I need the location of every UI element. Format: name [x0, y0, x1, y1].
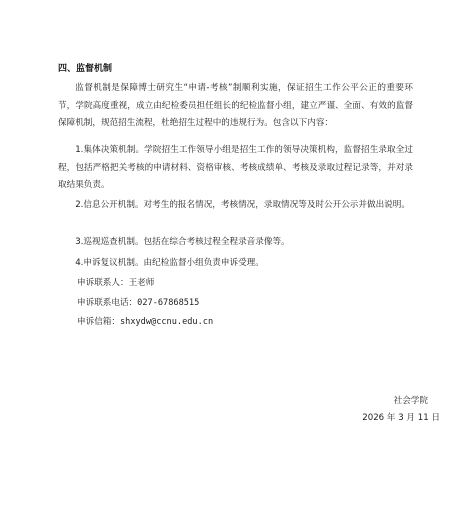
contact-person-value: 王老师: [128, 278, 155, 288]
contact-email-line: [77, 315, 213, 329]
item-appeal: 4.申诉复议机制。由纪检监督小组负责申诉受理。: [75, 258, 264, 268]
contact-person-label: 申诉联系人：: [77, 278, 129, 288]
item-information-disclosure: 2.信息公开机制。对考生的报名情况，考核情况，录取情况等及时公开公示并做出说明。: [75, 200, 410, 210]
section-heading: 四、监督机制: [58, 64, 113, 74]
item-collective-decision: 1.集体决策机制。学院招生工作领导小组是招生工作的领导决策机构，监督招生录取全过程，包括严格把关考核的申请材料、资格审核、考核成绩单、考核及录取过程记录等，并对录取结果负责。: [58, 145, 413, 190]
signature-organization: 社会学院: [393, 396, 428, 406]
intro-paragraph: 监督机制是保障博士研究生“申请-考核”制顺利实施，保证招生工作公平公正的重要环节，学院高度重视，成立由纪检委员担任组长的纪检监督小组，建立严谨、全面、有效的监督保障机制，规范招生流程，杜绝招生过程中的违规行为。包含以下内容：: [58, 83, 413, 128]
item-inspection: 3.巡视巡查机制。包括在综合考核过程全程录音录像等。: [75, 237, 290, 247]
contact-email-value: shxydw@ccnu.edu.cn: [119, 317, 214, 327]
contact-phone-value: 027-67868515: [137, 298, 200, 308]
contact-phone-line: [77, 296, 199, 310]
signature-date: 2026 年 3 月 11 日: [362, 413, 440, 423]
contact-phone-label: 申诉联系电话：: [77, 298, 138, 308]
contact-person-line: [77, 276, 154, 290]
contact-email-label: 申诉信箱：: [77, 317, 120, 327]
